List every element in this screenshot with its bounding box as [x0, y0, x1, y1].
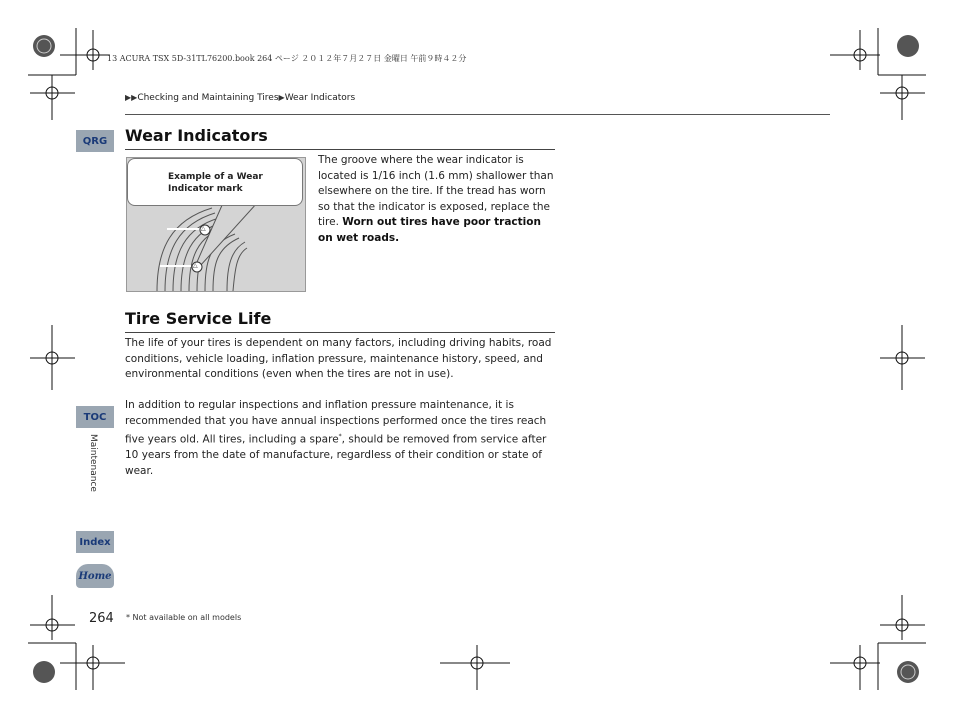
- footnote: * Not available on all models: [126, 613, 242, 622]
- service-paragraph-1: The life of your tires is dependent on many factors, including driving habits, road conditions, vehicle loading, inflation pressure, maintenance history, speed, and environmental conditions (even when the tires are not in use).: [125, 337, 552, 380]
- breadcrumb-separator-icon: ▶: [278, 93, 285, 102]
- wear-indicator-illustration: [126, 157, 306, 292]
- file-header: 13 ACURA TSX 5D-31TL76200.book 264 ページ ２０１２年７月２７日 金曜日 午前９時４２分: [107, 54, 467, 63]
- service-title-rule: [125, 332, 555, 333]
- indicator-marker-icon: △: [201, 225, 206, 232]
- service-text-a: In addition to regular inspections and inflation pressure maintenance, it is recommended that you have annual inspections performed once the tires reach five years old. All tires, including a spare: [125, 399, 547, 446]
- toc-button[interactable]: TOC: [76, 406, 114, 428]
- section-label: Maintenance: [88, 434, 98, 492]
- footnote-marker: *: [338, 433, 342, 440]
- wear-title-rule: [125, 149, 555, 150]
- qrg-button[interactable]: QRG: [76, 130, 114, 152]
- breadcrumb-arrows-icon: ▶▶: [125, 93, 138, 102]
- home-button[interactable]: Home: [76, 564, 114, 588]
- page-number: 264: [89, 611, 114, 626]
- wear-warning: Worn out tires have poor traction on wet roads.: [318, 216, 541, 244]
- wear-indicators-title: Wear Indicators: [125, 126, 268, 145]
- service-text-b: , should be removed from service after 10 years from the date of manufacture, regardless of their condition or state of wear.: [125, 433, 547, 477]
- indicator-marker-icon: △: [193, 262, 198, 269]
- header-rule: [125, 114, 830, 115]
- service-paragraph-2: [125, 398, 557, 479]
- breadcrumb-parent-link[interactable]: Checking and Maintaining Tires: [137, 93, 279, 103]
- index-button[interactable]: Index: [76, 531, 114, 553]
- wear-description: [318, 153, 556, 246]
- breadcrumb-current: Wear Indicators: [284, 93, 356, 103]
- wear-text: The groove where the wear indicator is located is 1/16 inch (1.6 mm) shallower than elsewhere on the tire. If the tread has worn so that the indicator is exposed, replace the tire.: [318, 154, 554, 228]
- callout-text: Example of a Wear Indicator mark: [168, 172, 263, 194]
- breadcrumb: [125, 93, 355, 103]
- illustration-callout: [127, 158, 303, 206]
- tire-service-life-title: Tire Service Life: [125, 309, 272, 328]
